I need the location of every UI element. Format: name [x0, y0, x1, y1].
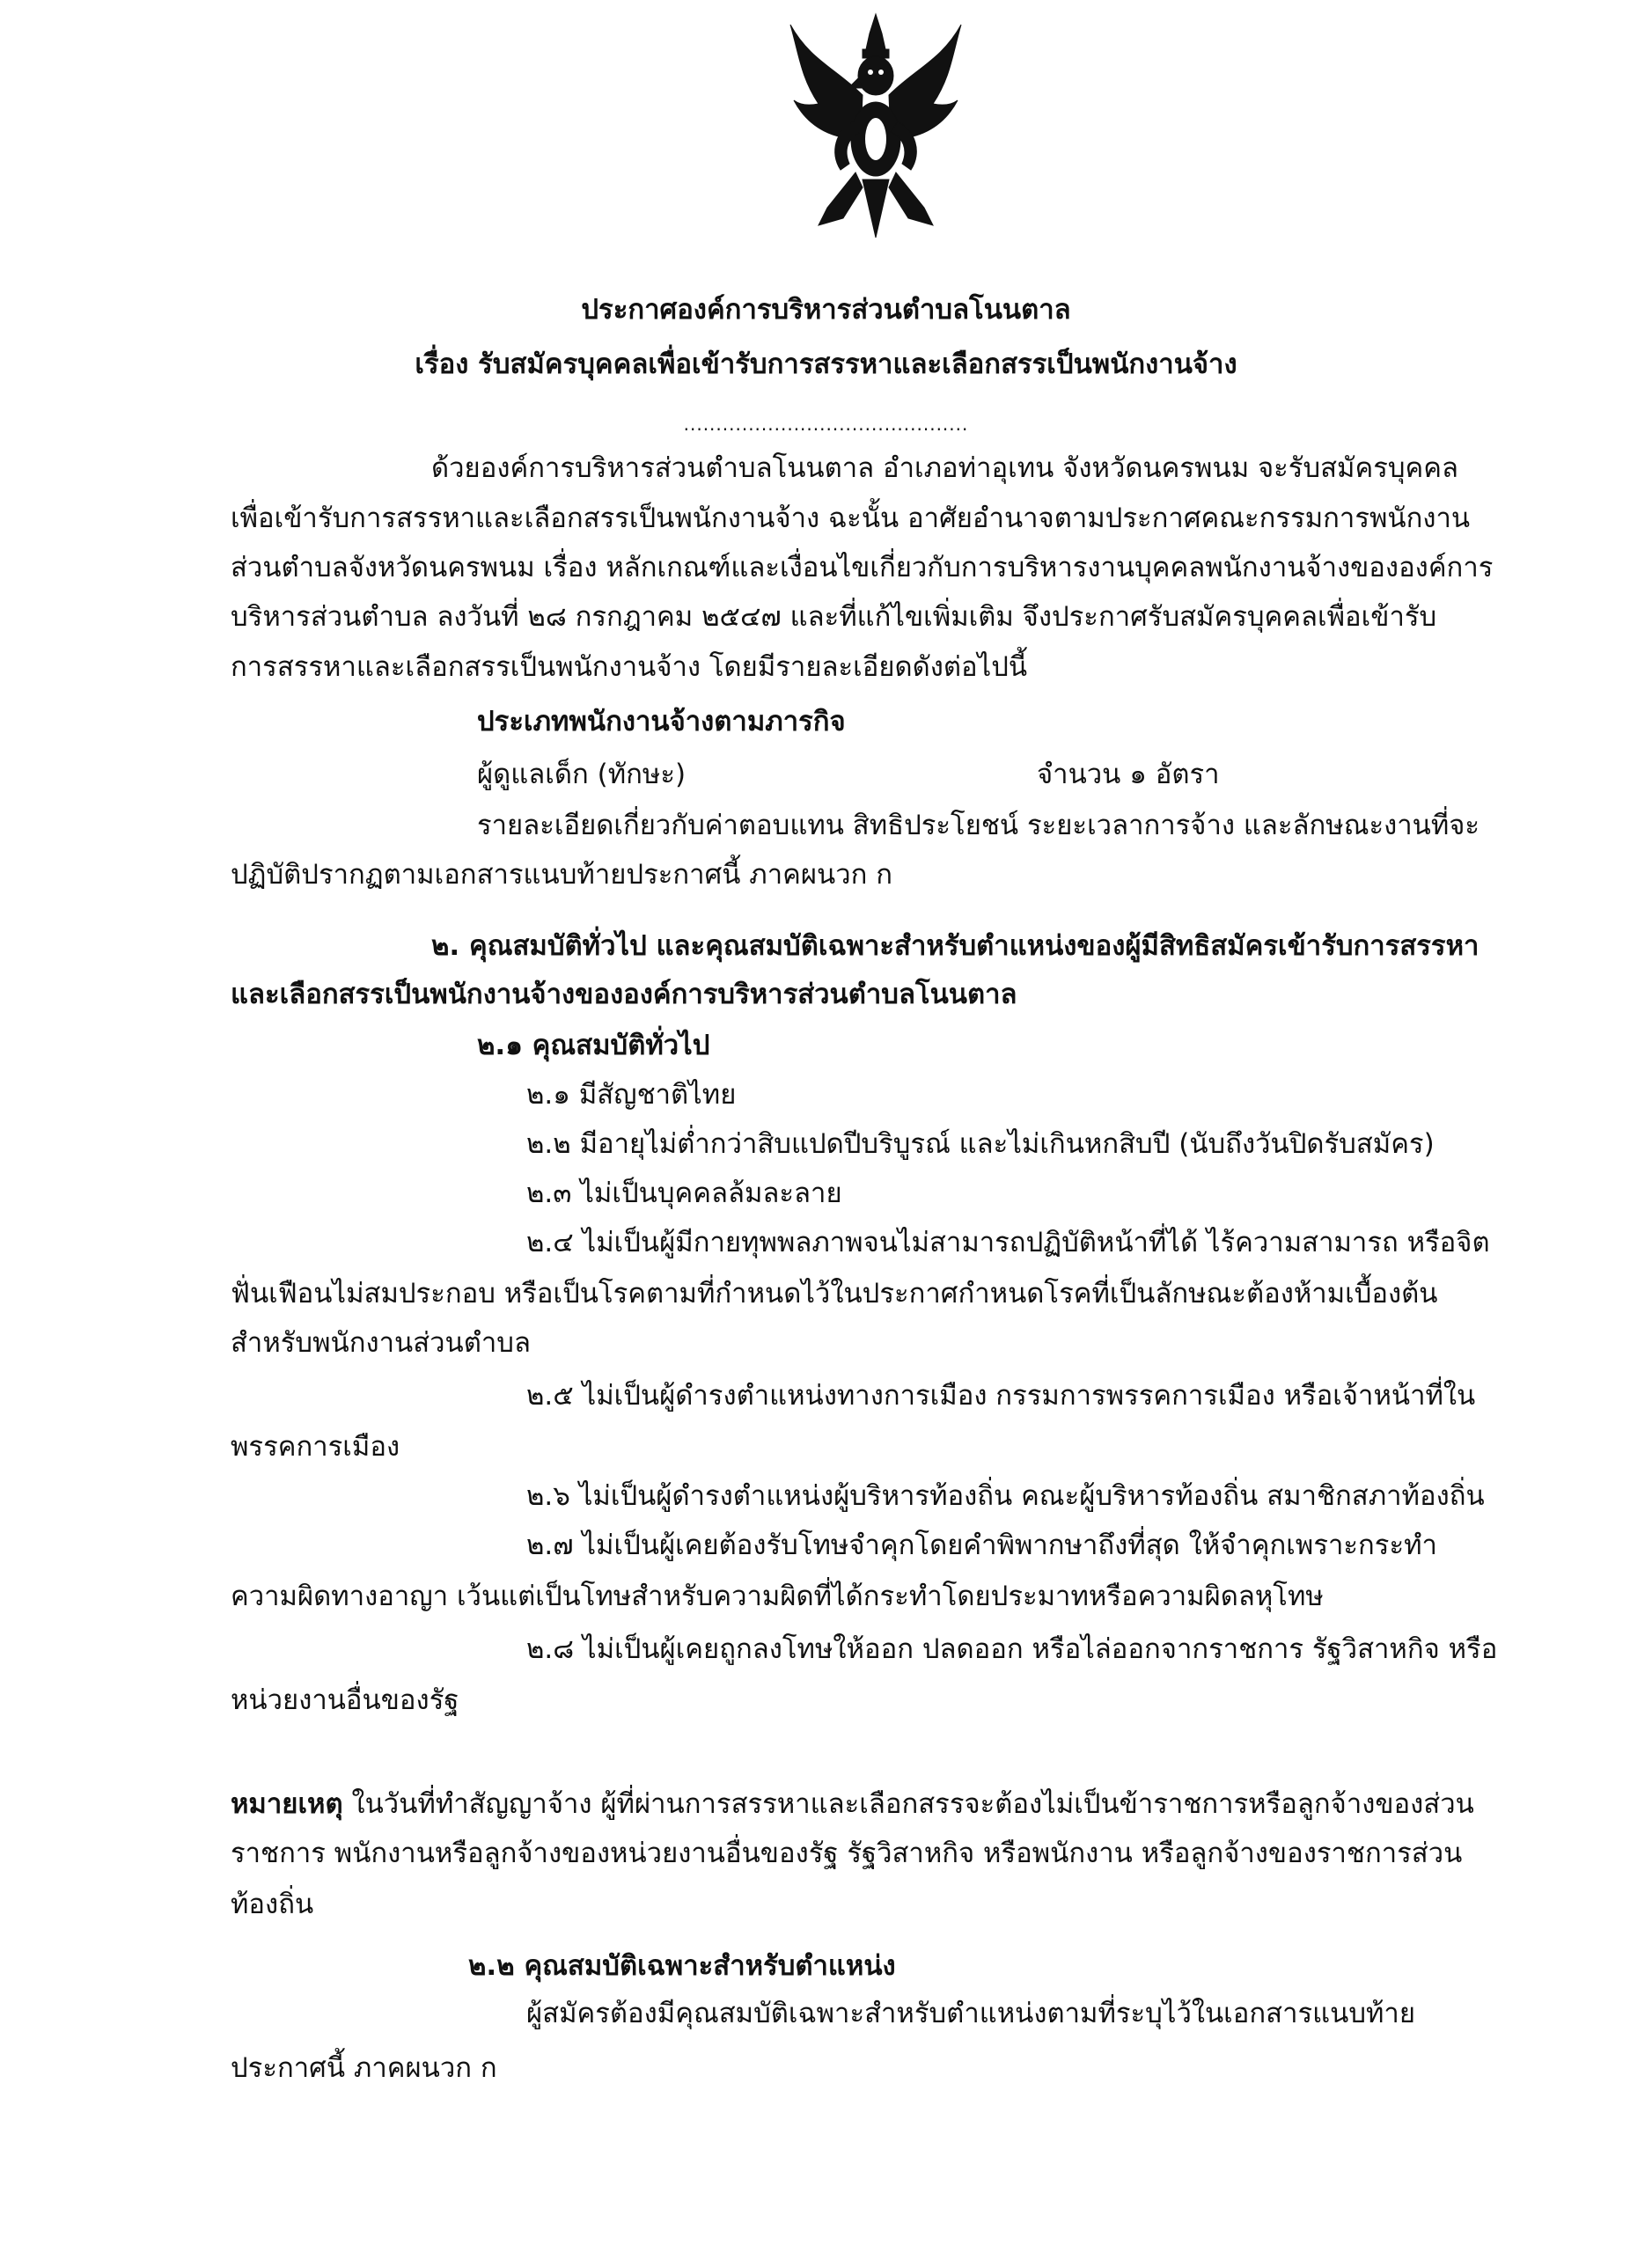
item-2-4-line-2: ฟั่นเฟือนไม่สมประกอบ หรือเป็นโรคตามที่กำหนดไว้ในประกาศกำหนดโรคที่เป็นลักษณะต้องห้ามเบื้องต้น — [231, 1278, 1438, 1310]
details-line-2: ปฏิบัติปรากฏตามเอกสารแนบท้ายประกาศนี้ ภาคผนวก ก — [231, 859, 893, 891]
note-line-3: ท้องถิ่น — [231, 1889, 314, 1920]
item-2-1: ๒.๑ มีสัญชาติไทย — [526, 1079, 737, 1111]
section2-heading-1: ๒. คุณสมบัติทั่วไป และคุณสมบัติเฉพาะสำหรับตำแหน่งของผู้มีสิทธิสมัครเข้ารับการสรรหา — [431, 930, 1479, 962]
item-2-6: ๒.๖ ไม่เป็นผู้ดำรงตำแหน่งผู้บริหารท้องถิ่น คณะผู้บริหารท้องถิ่น สมาชิกสภาท้องถิ่น — [526, 1480, 1485, 1512]
sub2-line-2: ประกาศนี้ ภาคผนวก ก — [231, 2052, 497, 2084]
intro-line-5: การสรรหาและเลือกสรรเป็นพนักงานจ้าง โดยมีรายละเอียดดังต่อไปนี้ — [231, 651, 1028, 683]
page-title: ประกาศองค์การบริหารส่วนตำบลโนนตาล — [581, 294, 1071, 326]
section2-heading-2: และเลือกสรรเป็นพนักงานจ้างขององค์การบริหารส่วนตำบลโนนตาล — [231, 979, 1017, 1010]
title-divider: ............................................ — [683, 414, 969, 435]
item-2-7-line-2: ความผิดทางอาญา เว้นแต่เป็นโทษสำหรับความผิดที่ได้กระทำโดยประมาทหรือความผิดลหุโทษ — [231, 1581, 1324, 1612]
position-type-heading: ประเภทพนักงานจ้างตามภารกิจ — [477, 706, 846, 737]
item-2-3: ๒.๓ ไม่เป็นบุคคลล้มละลาย — [526, 1178, 842, 1209]
position-count: จำนวน ๑ อัตรา — [1037, 759, 1220, 790]
item-2-5-line-2: พรรคการเมือง — [231, 1431, 400, 1463]
intro-line-4: บริหารส่วนตำบล ลงวันที่ ๒๘ กรกฎาคม ๒๕๔๗ และที่แก้ไขเพิ่มเติม จึงประกาศรับสมัครบุคคลเพื่อเข้ารับ — [231, 601, 1437, 633]
position-name: ผู้ดูแลเด็ก (ทักษะ) — [477, 759, 686, 790]
item-2-4-line-3: สำหรับพนักงานส่วนตำบล — [231, 1327, 531, 1359]
note-line-1 — [231, 1786, 1474, 1822]
sub2-line-1: ผู้สมัครต้องมีคุณสมบัติเฉพาะสำหรับตำแหน่งตามที่ระบุไว้ในเอกสารแนบท้าย — [526, 1998, 1415, 2029]
sub2-heading: ๒.๒ คุณสมบัติเฉพาะสำหรับตำแหน่ง — [468, 1950, 896, 1982]
subject-line: เรื่อง รับสมัครบุคคลเพื่อเข้ารับการสรรหาและเลือกสรรเป็นพนักงานจ้าง — [415, 348, 1237, 380]
details-line-1: รายละเอียดเกี่ยวกับค่าตอบแทน สิทธิประโยชน์ ระยะเวลาการจ้าง และลักษณะงานที่จะ — [477, 810, 1480, 841]
intro-line-2: เพื่อเข้ารับการสรรหาและเลือกสรรเป็นพนักงานจ้าง ฉะนั้น อาศัยอำนาจตามประกาศคณะกรรมการพนักงาน — [231, 503, 1471, 534]
note-label: หมายเหตุ — [231, 1788, 343, 1820]
note-text-1: ในวันที่ทำสัญญาจ้าง ผู้ที่ผ่านการสรรหาและเลือกสรรจะต้องไม่เป็นข้าราชการหรือลูกจ้างของส่วน — [342, 1788, 1474, 1820]
item-2-8-line-1: ๒.๘ ไม่เป็นผู้เคยถูกลงโทษให้ออก ปลดออก หรือไล่ออกจากราชการ รัฐวิสาหกิจ หรือ — [526, 1633, 1498, 1665]
item-2-5-line-1: ๒.๕ ไม่เป็นผู้ดำรงตำแหน่งทางการเมือง กรรมการพรรคการเมือง หรือเจ้าหน้าที่ใน — [526, 1380, 1476, 1412]
item-2-2: ๒.๒ มีอายุไม่ต่ำกว่าสิบแปดปีบริบูรณ์ และไม่เกินหกสิบปี (นับถึงวันปิดรับสมัคร) — [526, 1128, 1435, 1160]
note-line-2: ราชการ พนักงานหรือลูกจ้างของหน่วยงานอื่นของรัฐ รัฐวิสาหกิจ หรือพนักงาน หรือลูกจ้างของราชการส่วน — [231, 1838, 1463, 1869]
sub1-heading: ๒.๑ คุณสมบัติทั่วไป — [477, 1030, 710, 1061]
item-2-7-line-1: ๒.๗ ไม่เป็นผู้เคยต้องรับโทษจำคุกโดยคำพิพากษาถึงที่สุด ให้จำคุกเพราะกระทำ — [526, 1530, 1437, 1561]
garuda-emblem-icon — [775, 7, 977, 245]
intro-line-3: ส่วนตำบลจังหวัดนครพนม เรื่อง หลักเกณฑ์และเงื่อนไขเกี่ยวกับการบริหารงานบุคคลพนักงานจ้างขององค์การ — [231, 552, 1494, 583]
item-2-8-line-2: หน่วยงานอื่นของรัฐ — [231, 1684, 459, 1716]
item-2-4-line-1: ๒.๔ ไม่เป็นผู้มีกายทุพพลภาพจนไม่สามารถปฏิบัติหน้าที่ได้ ไร้ความสามารถ หรือจิต — [526, 1227, 1490, 1258]
intro-line-1: ด้วยองค์การบริหารส่วนตำบลโนนตาล อำเภอท่าอุเทน จังหวัดนครพนม จะรับสมัครบุคคล — [431, 452, 1459, 484]
